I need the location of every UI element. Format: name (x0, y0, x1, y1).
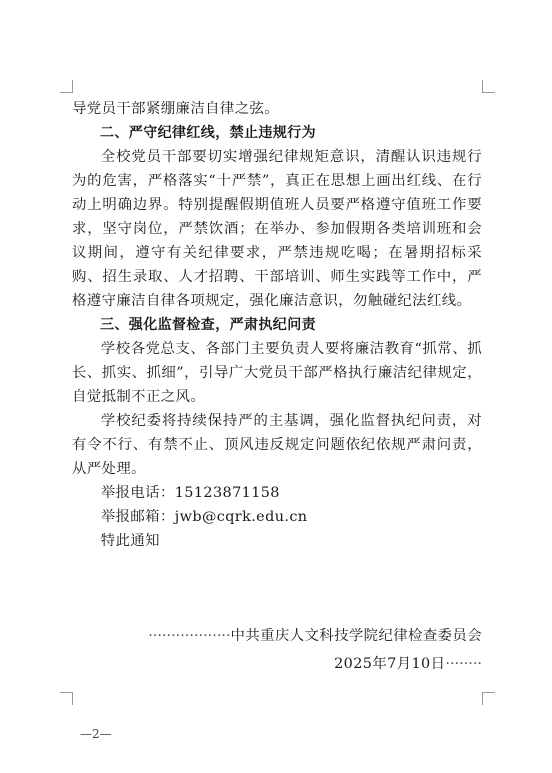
issue-date-line (334, 653, 482, 675)
page-corner-mark-top-left (60, 80, 73, 93)
report-email: 举报邮箱：jwb@cqrk.edu.cn (100, 509, 308, 525)
paragraph-continuation: 导党员干部紧绷廉洁自律之弦。 (72, 101, 280, 117)
page-corner-mark-bottom-left (60, 692, 73, 705)
section-heading-2: 二、严守纪律红线，禁止违规行为 (100, 125, 316, 141)
issuing-organization: 中共重庆人文科技学院纪律检查委员会 (230, 628, 482, 644)
leader-dots: ·················· (148, 628, 231, 644)
paragraph-education: 学校各党总支、各部门主要负责人要将廉洁教育“抓常、抓长、抓实、抓细”，引导广大党员干部严格执行廉洁纪律规定，自觉抵制不正之风。 (72, 341, 482, 405)
page-corner-mark-bottom-right (482, 692, 495, 705)
paragraph-discipline: 全校党员干部要切实增强纪律规矩意识，清醒认识违规行为的危害，严格落实“十严禁”，真正在思想上画出红线、在行动上明确边界。特别提醒假期值班人员要严格遵守值班工作要求，坚守岗位，严禁饮酒；在举办、参加假期各类培训班和会议期间，遵守有关纪律要求，严禁违规吃喝；在暑期招标采购、招生录取、人才招聘、干部培训、师生实践等工作中，严格遵守廉洁自律各项规定，强化廉洁意识，勿触碰纪法红线。 (72, 149, 482, 309)
document-body (72, 97, 482, 553)
page-corner-mark-top-right (482, 80, 495, 93)
issue-date: 2025年7月10日 (334, 656, 446, 672)
report-phone: 举报电话：15123871158 (100, 485, 280, 501)
issuing-organization-line (148, 625, 482, 647)
page-number: —2— (80, 727, 112, 741)
paragraph-supervision: 学校纪委将持续保持严的主基调，强化监督执纪问责，对有令不行、有禁不止、顶风违反规定问题依纪依规严肃问责，从严处理。 (72, 413, 482, 477)
section-heading-3: 三、强化监督检查，严肃执纪问责 (100, 317, 316, 333)
closing-notice: 特此通知 (100, 533, 160, 549)
trailing-dots: ········ (445, 656, 482, 672)
